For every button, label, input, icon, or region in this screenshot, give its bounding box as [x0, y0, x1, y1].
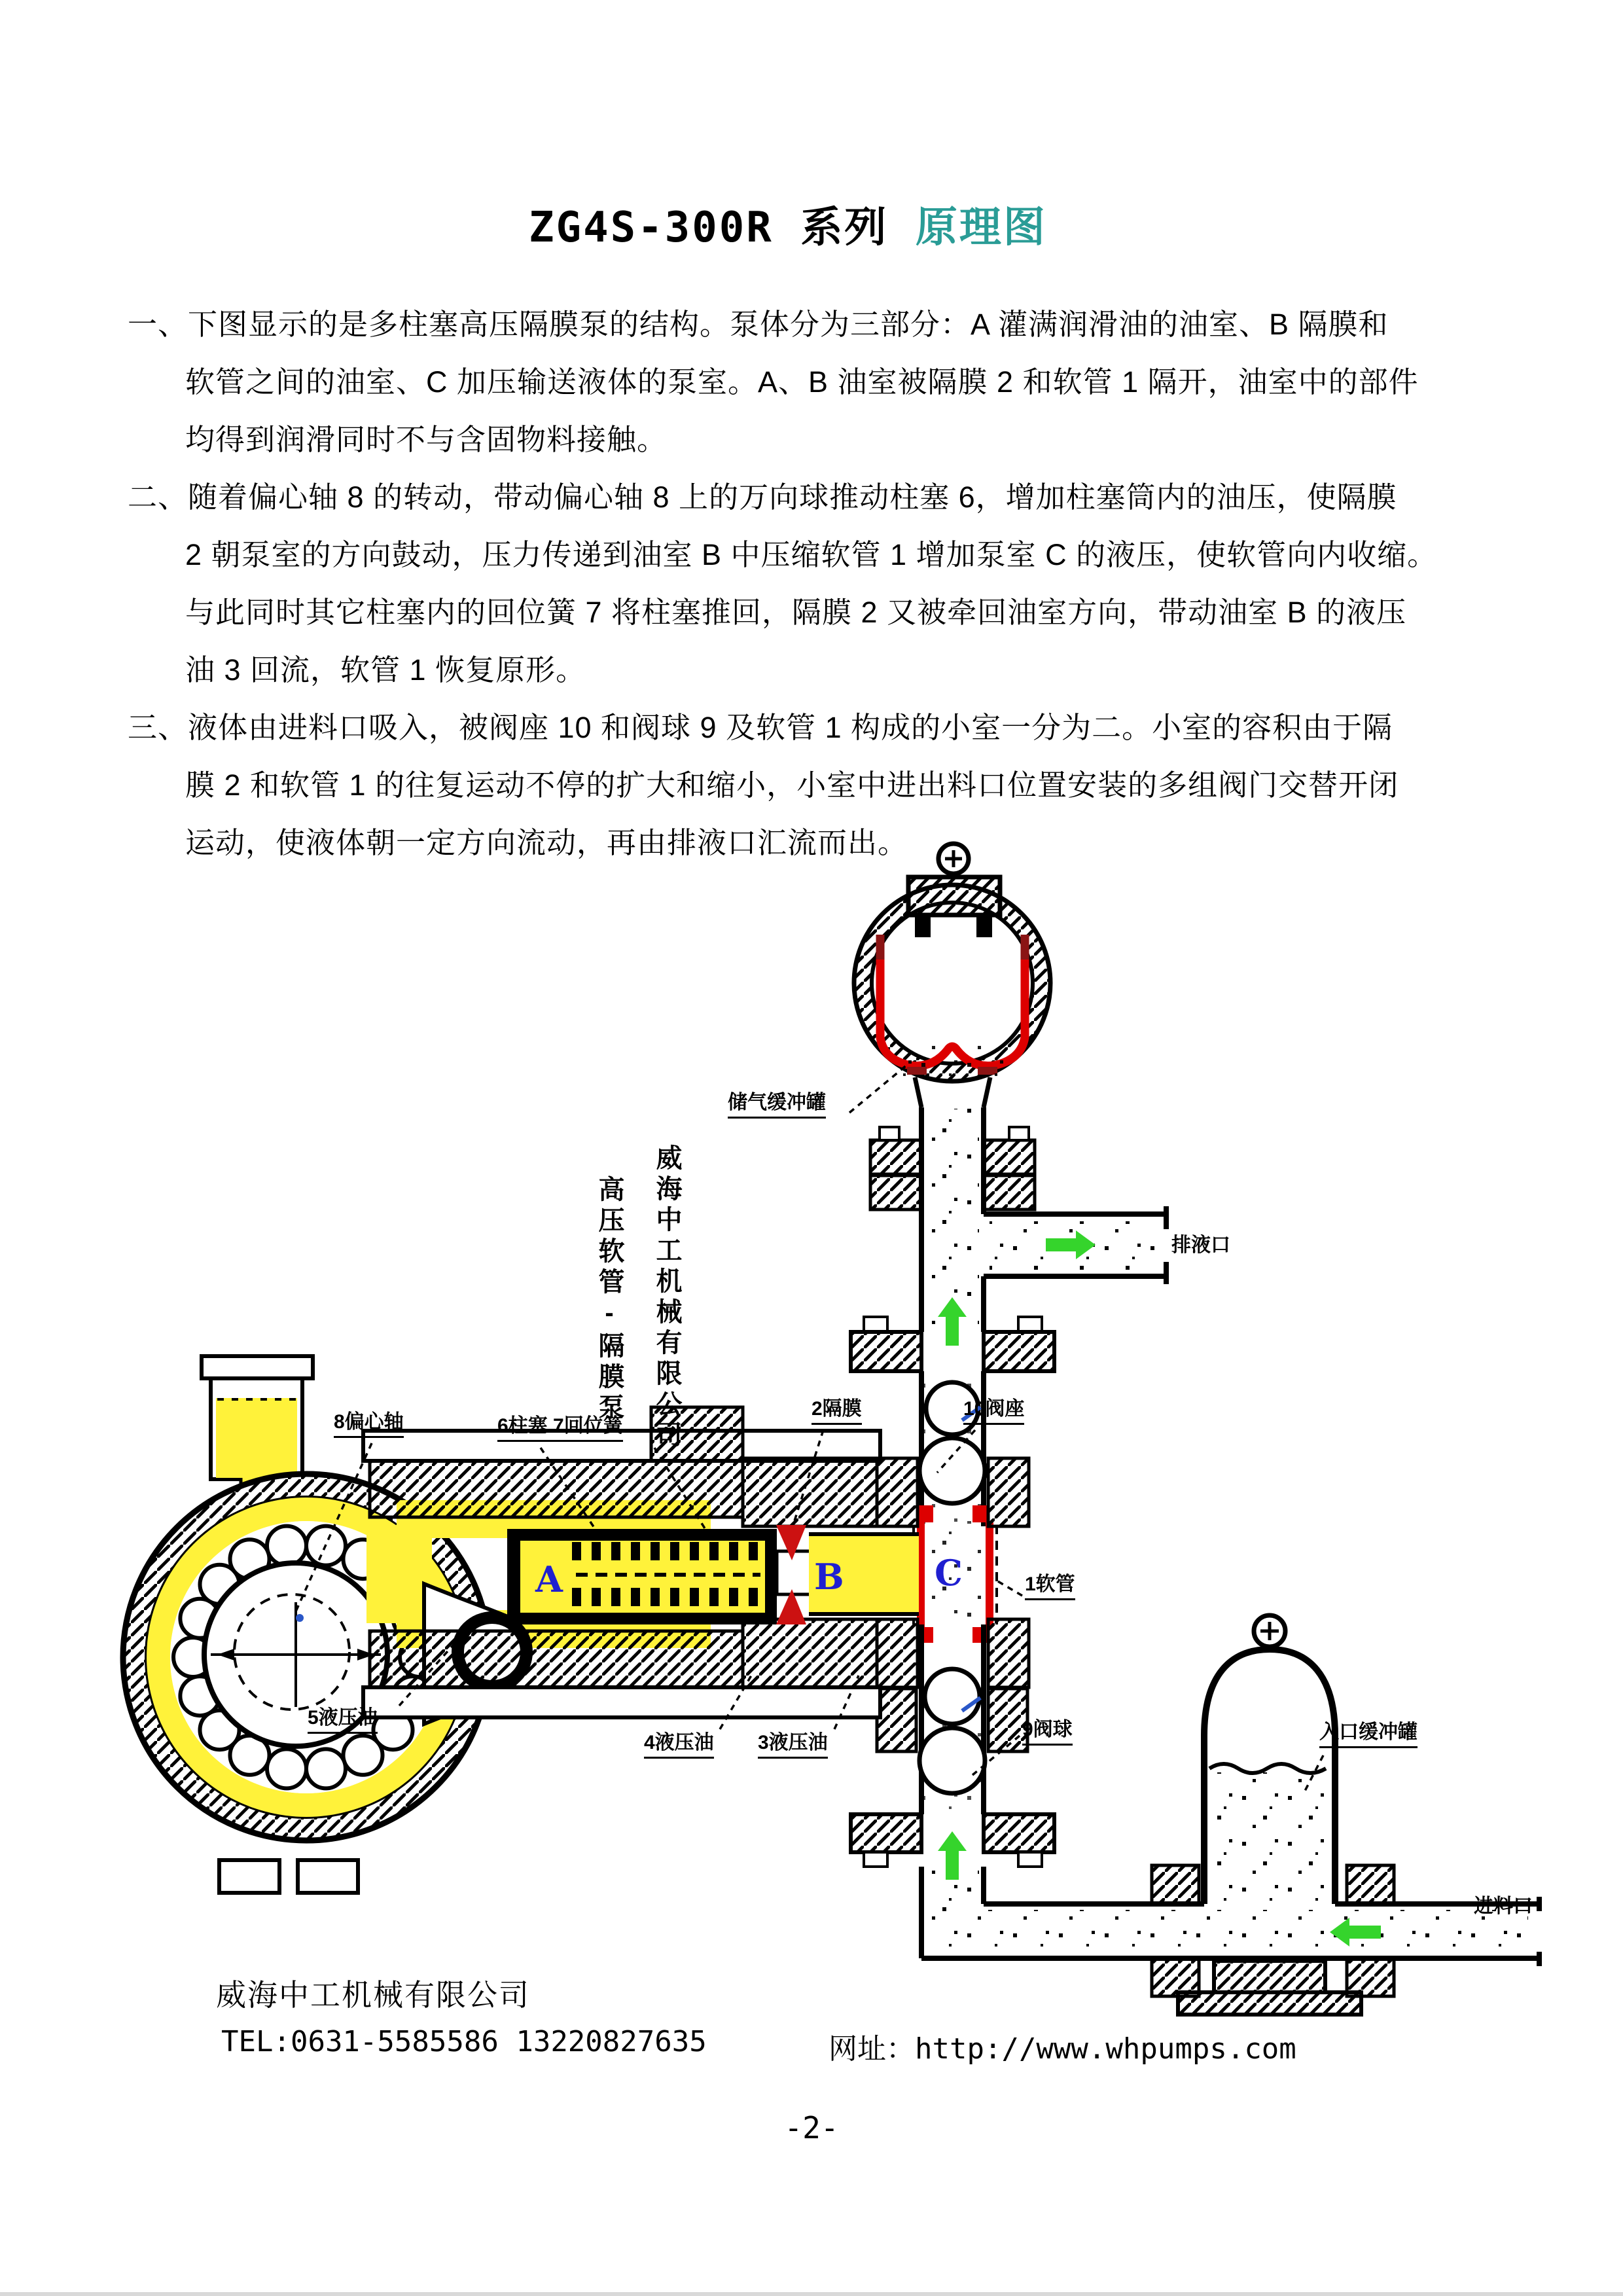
title-accent: 原理图 — [915, 204, 1047, 252]
valve-ball-upper-2 — [919, 1438, 985, 1503]
label-part4: 4液压油 — [644, 1732, 714, 1759]
label-inlet-port: 进料口 — [1474, 1895, 1533, 1917]
body-text-line: 2 朝泵室的方向鼓动，压力传递到油室 B 中压缩软管 1 增加泵室 C 的液压，使软管向内收缩。 — [185, 538, 1438, 571]
body-text-line: 与此同时其它柱塞内的回位簧 7 将柱塞推回，隔膜 2 又被牵回油室方向，带动油室 B 的液压 — [185, 596, 1407, 629]
page-number: -2- — [784, 2110, 839, 2145]
return-spring-coils — [569, 1542, 763, 1560]
body-text-line: 软管之间的油室、C 加压输送液体的泵室。A、B 油室被隔膜 2 和软管 1 隔开，油室中的部件 — [185, 365, 1419, 399]
footer-company-name: 威海中工机械有限公司 — [216, 1978, 530, 2012]
body-text-line: 二、随着偏心轴 8 的转动，带动偏心轴 8 上的万向球推动柱塞 6，增加柱塞筒内的油压，使隔膜 — [128, 480, 1397, 514]
dome-cap — [908, 877, 1000, 915]
label-product-vertical: 高压软管-隔膜泵 — [595, 1175, 624, 1424]
label-accumulator: 储气缓冲罐 — [728, 1092, 826, 1119]
label-part5: 5液压油 — [308, 1707, 378, 1734]
label-chamber-b: B — [814, 1556, 844, 1598]
body-text-line: 膜 2 和软管 1 的往复运动不停的扩大和缩小，小室中进出料口位置安装的多组阀门交替开闭 — [185, 768, 1399, 802]
body-text-line: 三、液体由进料口吸入，被阀座 10 和阀球 9 及软管 1 构成的小室一分为二。小室的容积由于隔 — [128, 711, 1393, 744]
label-discharge-port: 排液口 — [1171, 1234, 1230, 1256]
label-inlet-buffer: 入口缓冲罐 — [1319, 1721, 1418, 1748]
label-part10: 10阀座 — [963, 1398, 1024, 1425]
gas-buffer-dome — [854, 844, 1050, 1107]
label-part6-7: 6柱塞 7回位簧 — [497, 1415, 623, 1442]
body-text-line: 运动，使液体朝一定方向流动，再由排液口汇流而出。 — [185, 826, 908, 859]
valve-ball-lower-1 — [925, 1669, 980, 1724]
body-text-line: 均得到润滑同时不与含固物料接触。 — [185, 423, 668, 456]
body-text-line: 油 3 回流，软管 1 恢复原形。 — [185, 653, 586, 687]
label-company-vertical: 威海中工机械有限公司 — [652, 1144, 681, 1452]
label-part9: 9阀球 — [1022, 1719, 1073, 1746]
label-part3: 3液压油 — [758, 1732, 828, 1759]
footer-website: 网址：http://www.whpumps.com — [829, 2032, 1296, 2066]
title-model: ZG4S-300R 系列 — [529, 204, 889, 252]
valve-ball-lower-2 — [919, 1728, 985, 1793]
label-part1: 1软管 — [1025, 1573, 1075, 1600]
label-part2: 2隔膜 — [812, 1398, 862, 1425]
label-chamber-a: A — [535, 1558, 563, 1600]
body-text-line: 一、下图显示的是多柱塞高压隔膜泵的结构。泵体分为三部分：A 灌满润滑油的油室、B 隔膜和 — [128, 308, 1389, 341]
inlet-buffer-tank — [1178, 1615, 1361, 2015]
label-chamber-c: C — [935, 1552, 963, 1594]
footer-phone-numbers: TEL:0631-5585586 13220827635 — [221, 2025, 707, 2058]
label-part8: 8偏心轴 — [334, 1411, 404, 1438]
